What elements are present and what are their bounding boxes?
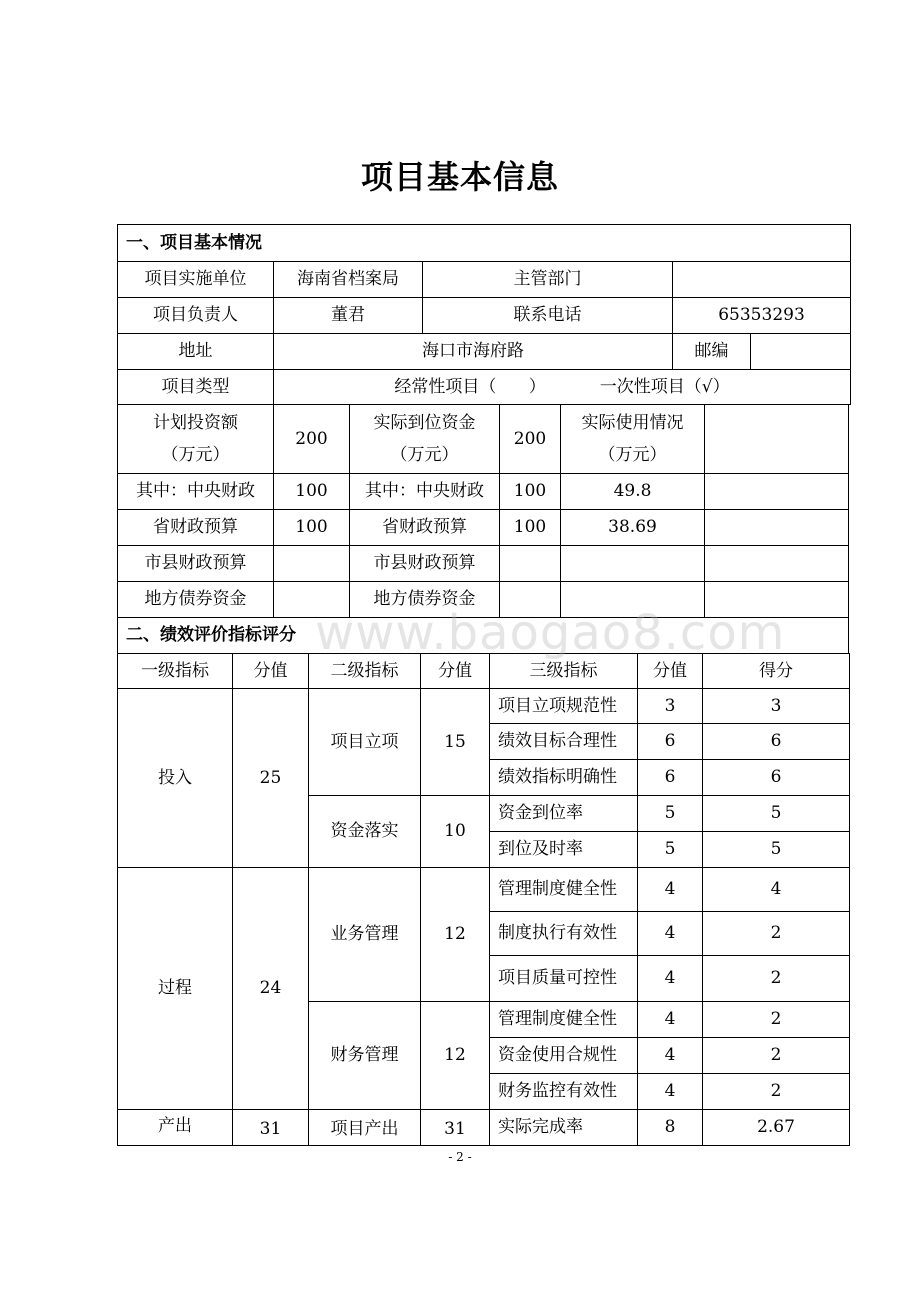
page-number: - 2 - — [448, 1150, 472, 1164]
funding-cell: 省财政预算 — [349, 509, 500, 546]
level3-score: 6 — [637, 723, 703, 760]
level2-name: 项目立项 — [308, 688, 421, 796]
level2-score: 12 — [420, 1001, 490, 1110]
level3-got: 2 — [702, 1001, 850, 1038]
funding-cell — [273, 545, 350, 582]
actual-label-line2: （万元） — [390, 445, 459, 465]
level3-score: 4 — [637, 1001, 703, 1038]
level3-got: 5 — [702, 795, 850, 832]
level1-name: 产出 — [117, 1109, 233, 1146]
level3-got: 2 — [702, 911, 850, 956]
funding-cell — [273, 581, 350, 618]
section2-heading: 二、绩效评价指标评分 — [117, 617, 849, 654]
level3-got: 6 — [702, 759, 850, 796]
level3-got: 2 — [702, 1073, 850, 1110]
level3-name: 制度执行有效性 — [489, 911, 638, 956]
dept-label: 主管部门 — [422, 261, 673, 298]
level3-name: 实际完成率 — [489, 1109, 638, 1146]
level3-score: 5 — [637, 795, 703, 832]
indicator-header: 分值 — [420, 653, 490, 689]
indicator-header: 二级指标 — [308, 653, 421, 689]
funding-cell-empty — [704, 509, 849, 546]
address-value: 海口市海府路 — [273, 333, 673, 370]
level3-got: 4 — [702, 867, 850, 912]
funding-cell — [560, 581, 705, 618]
level3-score: 4 — [637, 911, 703, 956]
funding-cell: 其中：中央财政 — [349, 473, 500, 510]
level3-got: 2 — [702, 955, 850, 1002]
funding-cell: 49.8 — [560, 473, 705, 510]
level3-score: 4 — [637, 955, 703, 1002]
level3-name: 资金使用合规性 — [489, 1037, 638, 1074]
usage-label-line2: （万元） — [598, 445, 667, 465]
level1-score: 24 — [232, 867, 309, 1110]
level2-name: 业务管理 — [308, 867, 421, 1002]
usage-label — [560, 404, 705, 474]
level3-score: 4 — [637, 867, 703, 912]
actual-label — [349, 404, 500, 474]
address-label: 地址 — [117, 333, 274, 370]
funding-cell — [560, 545, 705, 582]
funding-cell: 其中：中央财政 — [117, 473, 274, 510]
usage-label-line1: 实际使用情况 — [581, 412, 684, 433]
funding-cell-empty — [704, 545, 849, 582]
phone-value: 65353293 — [672, 297, 851, 334]
level3-got: 5 — [702, 831, 850, 868]
indicator-header: 得分 — [702, 653, 850, 689]
level3-score: 6 — [637, 759, 703, 796]
section1-heading: 一、项目基本情况 — [117, 224, 851, 262]
type-label: 项目类型 — [117, 369, 274, 405]
level3-got: 6 — [702, 723, 850, 760]
level3-name: 管理制度健全性 — [489, 867, 638, 912]
leader-value: 董君 — [273, 297, 423, 334]
funding-cell: 100 — [273, 473, 350, 510]
level1-score: 31 — [232, 1109, 309, 1146]
level3-score: 3 — [637, 688, 703, 724]
level2-score: 10 — [420, 795, 490, 868]
actual-label-line1: 实际到位资金 — [373, 412, 476, 433]
level3-name: 绩效目标合理性 — [489, 723, 638, 760]
funding-cell: 100 — [273, 509, 350, 546]
indicator-header: 分值 — [232, 653, 309, 689]
funding-cell-empty — [704, 581, 849, 618]
level3-score: 4 — [637, 1037, 703, 1074]
level2-name: 项目产出 — [308, 1109, 421, 1146]
funding-cell: 市县财政预算 — [117, 545, 274, 582]
level3-name: 到位及时率 — [489, 831, 638, 868]
level1-score: 25 — [232, 688, 309, 868]
level3-name: 绩效指标明确性 — [489, 759, 638, 796]
plan-label-line1: 计划投资额 — [153, 412, 238, 433]
level3-name: 项目质量可控性 — [489, 955, 638, 1002]
postcode-value — [750, 333, 851, 370]
postcode-label: 邮编 — [672, 333, 751, 370]
level2-score: 31 — [420, 1109, 490, 1146]
actual-value: 200 — [499, 404, 561, 474]
funding-cell: 市县财政预算 — [349, 545, 500, 582]
level3-name: 项目立项规范性 — [489, 688, 638, 724]
funding-cell: 100 — [499, 473, 561, 510]
indicator-header: 一级指标 — [117, 653, 233, 689]
level3-score: 5 — [637, 831, 703, 868]
level3-got: 2 — [702, 1037, 850, 1074]
funding-cell: 38.69 — [560, 509, 705, 546]
funding-cell: 100 — [499, 509, 561, 546]
funding-cell: 省财政预算 — [117, 509, 274, 546]
phone-label: 联系电话 — [422, 297, 673, 334]
level2-score: 12 — [420, 867, 490, 1002]
funding-cell — [499, 545, 561, 582]
level3-score: 4 — [637, 1073, 703, 1110]
indicator-header: 三级指标 — [489, 653, 638, 689]
funding-cell: 地方债券资金 — [349, 581, 500, 618]
funding-cell — [499, 581, 561, 618]
indicator-header: 分值 — [637, 653, 703, 689]
level3-got: 3 — [702, 688, 850, 724]
level1-name: 过程 — [117, 867, 233, 1110]
level3-score: 8 — [637, 1109, 703, 1146]
level3-name: 财务监控有效性 — [489, 1073, 638, 1110]
dept-value — [672, 261, 851, 298]
impl-unit-label: 项目实施单位 — [117, 261, 274, 298]
usage-extra — [704, 404, 849, 474]
level1-name: 投入 — [117, 688, 233, 868]
page-title: 项目基本信息 — [360, 158, 559, 196]
funding-cell-empty — [704, 473, 849, 510]
leader-label: 项目负责人 — [117, 297, 274, 334]
plan-value: 200 — [273, 404, 350, 474]
plan-label — [117, 404, 274, 474]
watermark: www.baogao8.com — [315, 605, 786, 661]
level3-got: 2.67 — [702, 1109, 850, 1146]
level3-name: 管理制度健全性 — [489, 1001, 638, 1038]
type-value: 经常性项目（ ） 一次性项目（√） — [273, 369, 851, 405]
level2-name: 资金落实 — [308, 795, 421, 868]
funding-cell: 地方债券资金 — [117, 581, 274, 618]
level3-name: 资金到位率 — [489, 795, 638, 832]
impl-unit-value: 海南省档案局 — [273, 261, 423, 298]
level2-name: 财务管理 — [308, 1001, 421, 1110]
level2-score: 15 — [420, 688, 490, 796]
plan-label-line2: （万元） — [161, 445, 230, 465]
